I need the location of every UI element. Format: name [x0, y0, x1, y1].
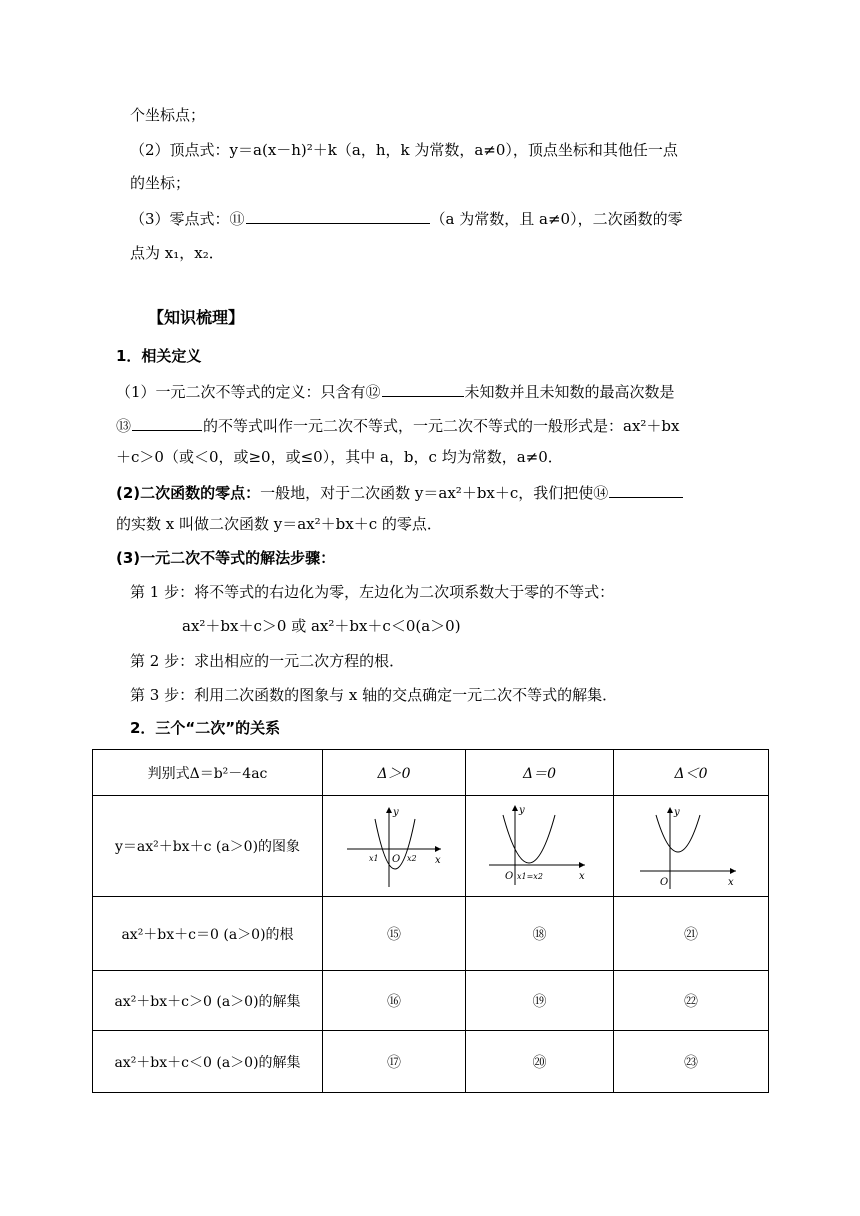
- answer-cell-22[interactable]: ㉒: [614, 971, 769, 1031]
- answer-blank-12[interactable]: [382, 380, 464, 397]
- answer-cell-23[interactable]: ㉓: [614, 1031, 769, 1093]
- table-row: [93, 971, 769, 1031]
- answer-cell-19[interactable]: ⑲: [466, 971, 614, 1031]
- text-fragment: （1）一元二次不等式的定义：只含有⑫: [116, 383, 381, 401]
- answer-cell-21[interactable]: ㉑: [614, 897, 769, 971]
- graph-cell: [466, 796, 614, 897]
- subsection-heading: (3)一元二次不等式的解法步骤：: [116, 549, 336, 567]
- text-line: 第 1 步：将不等式的右边化为零，左边化为二次项系数大于零的不等式：: [130, 583, 615, 601]
- axis-label: y: [518, 805, 525, 816]
- answer-cell-15[interactable]: ⑮: [323, 897, 466, 971]
- text-line: [130, 207, 683, 229]
- text-line: （2）顶点式：y＝a(x－h)²＋k（a，h，k 为常数，a≠0），顶点坐标和其他任一点: [130, 141, 678, 159]
- parabola-no-root-graph: [636, 801, 746, 891]
- table-row: [93, 897, 769, 971]
- subsection-title: 1．相关定义: [116, 347, 202, 365]
- answer-blank-14[interactable]: [609, 481, 683, 498]
- relation-table: [92, 749, 769, 1093]
- text-line: 的实数 x 叫做二次函数 y＝ax²＋bx＋c 的零点．: [116, 515, 442, 533]
- text-fragment: （a 为常数，且 a≠0），二次函数的零: [430, 210, 683, 228]
- y-axis-arrow: [667, 807, 673, 813]
- x-axis-arrow: [730, 868, 736, 874]
- text-line: ＋c＞0（或＜0，或≥0，或≤0），其中 a，b，c 均为常数，a≠0．: [116, 448, 563, 466]
- root-label: x2: [407, 854, 417, 863]
- table-row-label: ax²＋bx＋c＞0 (a＞0)的解集: [93, 971, 323, 1031]
- text-line: 第 3 步：利用二次函数的图象与 x 轴的交点确定一元二次不等式的解集．: [130, 686, 618, 704]
- answer-cell-17[interactable]: ⑰: [323, 1031, 466, 1093]
- origin-label: O: [392, 854, 401, 865]
- table-header-row: [93, 750, 769, 796]
- origin-label: O: [660, 877, 669, 888]
- text-line: [116, 414, 680, 436]
- table-header-cell: Δ＜0: [614, 750, 769, 796]
- subsection-title: 2．三个“二次”的关系: [130, 719, 281, 737]
- parabola-two-roots-graph: [339, 801, 449, 891]
- table-row: [93, 796, 769, 897]
- table-row-label: ax²＋bx＋c＜0 (a＞0)的解集: [93, 1031, 323, 1093]
- origin-label: O: [504, 871, 513, 882]
- table-row-label: ax²＋bx＋c＝0 (a＞0)的根: [93, 897, 323, 971]
- x-axis-arrow: [579, 862, 585, 868]
- answer-cell-16[interactable]: ⑯: [323, 971, 466, 1031]
- text-fragment: 一般地，对于二次函数 y＝ax²＋bx＋c，我们把使⑭: [260, 484, 609, 502]
- x-axis-arrow: [435, 846, 441, 852]
- answer-cell-18[interactable]: ⑱: [466, 897, 614, 971]
- text-line: 第 2 步：求出相应的一元二次方程的根．: [130, 652, 405, 670]
- y-axis-arrow: [386, 807, 392, 813]
- y-axis-arrow: [512, 805, 518, 811]
- parabola-curve: [656, 815, 700, 852]
- text-line: [116, 380, 675, 402]
- text-line: [116, 481, 684, 503]
- root-label: x1=x2: [516, 872, 543, 881]
- table-header-cell: 判别式Δ＝b²－4ac: [93, 750, 323, 796]
- answer-cell-20[interactable]: ⑳: [466, 1031, 614, 1093]
- text-line: ax²＋bx＋c＞0 或 ax²＋bx＋c＜0(a＞0): [182, 617, 461, 635]
- axis-label: x: [728, 877, 734, 888]
- graph-cell: [614, 796, 769, 897]
- axis-label: y: [393, 807, 399, 818]
- table-header-cell: Δ＝0: [466, 750, 614, 796]
- text-fragment: 的不等式叫作一元二次不等式，一元二次不等式的一般形式是：ax²＋bx: [203, 417, 680, 435]
- axis-label: x: [578, 871, 585, 882]
- text-fragment: （3）零点式：⑪: [130, 210, 245, 228]
- text-line: 个坐标点；: [130, 106, 206, 124]
- graph-cell: [323, 796, 466, 897]
- axis-label: y: [674, 807, 680, 818]
- text-fragment: 未知数并且未知数的最高次数是: [464, 383, 675, 401]
- text-fragment: ⑬: [116, 417, 132, 435]
- text-line: 点为 x₁，x₂．: [130, 244, 224, 262]
- root-label: x1: [369, 854, 379, 863]
- answer-blank-11[interactable]: [246, 207, 430, 224]
- answer-blank-13[interactable]: [132, 414, 202, 431]
- parabola-double-root-graph: [485, 801, 595, 891]
- table-row: [93, 1031, 769, 1093]
- text-fragment-bold: (2)二次函数的零点：: [116, 484, 261, 502]
- parabola-curve: [503, 815, 555, 863]
- section-title: 【知识梳理】: [148, 308, 245, 327]
- axis-label: x: [435, 855, 441, 866]
- text-line: 的坐标；: [130, 174, 191, 192]
- table-header-cell: Δ＞0: [323, 750, 466, 796]
- table-row-label: y＝ax²＋bx＋c (a＞0)的图象: [93, 796, 323, 897]
